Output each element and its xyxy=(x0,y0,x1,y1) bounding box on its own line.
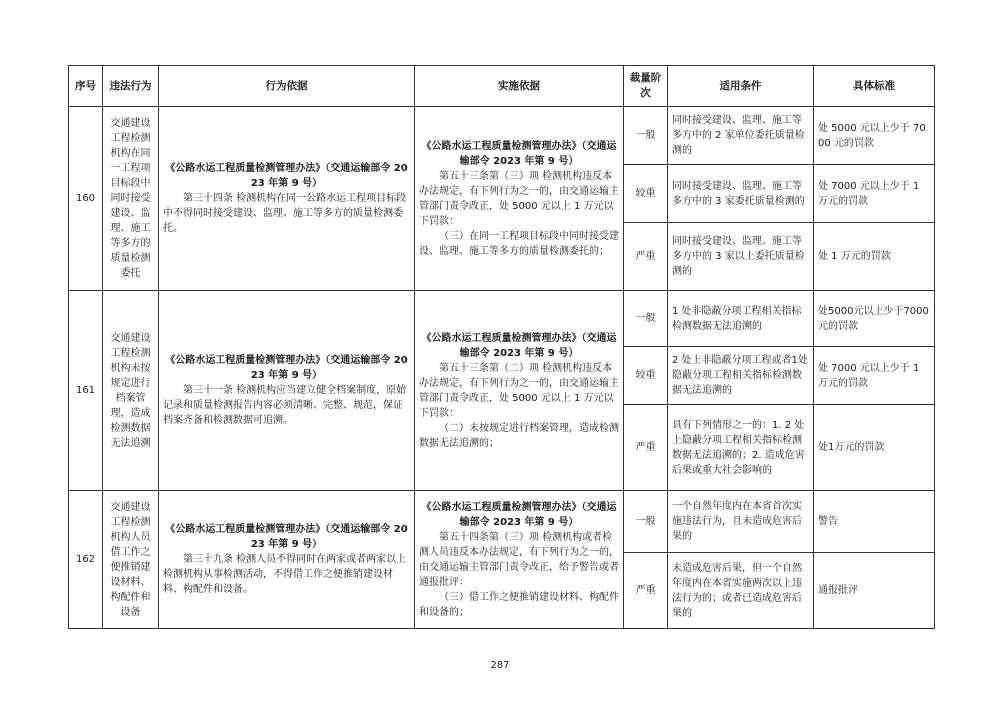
header-act: 违法行为 xyxy=(103,66,159,107)
impl-cell xyxy=(415,291,624,491)
basis-cell xyxy=(159,107,415,291)
penalty-table xyxy=(68,65,935,629)
basis-title: 《公路水运工程质量检测管理办法》（交通运输部令 2023 年第 9 号） xyxy=(165,355,408,381)
level-cell: 一般 xyxy=(624,107,668,165)
basis-body: 第三十四条 检测机构在同一公路水运工程项目标段中不得同时接受建设、监理、施工等多方的质量检测委托。 xyxy=(163,193,407,234)
impl-body: 第五十三条第（二）项 检测机构违反本办法规定，有下列行为之一的，由交通运输主管部门责令改正，处 5000 元以上 1 万元以下罚款： xyxy=(419,362,619,419)
basis-body: 第三十一条 检测机构应当建立健全档案制度，原始记录和质量检测报告内容必须清晰、完整、规范，保证档案齐备和检测数据可追溯。 xyxy=(163,385,407,426)
header-row xyxy=(69,66,935,107)
table-row xyxy=(69,491,935,553)
impl-title: 《公路水运工程质量检测管理办法》（交通运输部令 2023 年第 9 号） xyxy=(421,501,617,528)
impl-title: 《公路水运工程质量检测管理办法》（交通运输部令 2023 年第 9 号） xyxy=(421,332,617,359)
standard-cell: 警告 xyxy=(814,491,935,553)
basis-title: 《公路水运工程质量检测管理办法》（交通运输部令 2023 年第 9 号） xyxy=(165,524,408,550)
violation-cell: 交通建设工程检测机构人员借工作之便推销建设材料、构配件和设备 xyxy=(103,491,159,629)
header-level: 裁量阶次 xyxy=(624,66,668,107)
level-cell: 严重 xyxy=(624,405,668,491)
basis-body: 第三十九条 检测人员不得同时在两家或者两家以上检测机构从事检测活动，不得借工作之便推销建设材料、构配件和设备。 xyxy=(163,554,407,595)
impl-body: 第五十四条第（三）项 检测机构或者检测人员违反本办法规定，有下列行为之一的，由交通运输主管部门责令改正，给予警告或者通报批评： xyxy=(419,531,619,588)
header-impl: 实施依据 xyxy=(415,66,624,107)
row-number: 160 xyxy=(69,107,103,291)
impl-cell xyxy=(415,491,624,629)
table-row xyxy=(69,107,935,165)
standard-cell: 处 7000 元以上少于 1 万元的罚款 xyxy=(814,165,935,223)
condition-cell: 同时接受建设、监理、施工等多方中的 3 家以上委托质量检测的 xyxy=(668,223,814,291)
basis-cell xyxy=(159,491,415,629)
level-cell: 一般 xyxy=(624,491,668,553)
standard-cell: 通报批评 xyxy=(814,553,935,629)
header-std: 具体标准 xyxy=(814,66,935,107)
condition-cell: 2 处上非隐蔽分项工程或者1处隐蔽分项工程相关指标检测数据无法追溯的 xyxy=(668,347,814,405)
impl-title: 《公路水运工程质量检测管理办法》（交通运输部令 2023 年第 9 号） xyxy=(421,140,617,167)
condition-cell: 1 处非隐蔽分项工程相关指标检测数据无法追溯的 xyxy=(668,291,814,347)
header-no: 序号 xyxy=(69,66,103,107)
level-cell: 严重 xyxy=(624,553,668,629)
basis-cell xyxy=(159,291,415,491)
level-cell: 较重 xyxy=(624,347,668,405)
condition-cell: 同时接受建设、监理、施工等多方中的 2 家单位委托质量检测的 xyxy=(668,107,814,165)
violation-cell: 交通建设工程检测机构在同一工程项目标段中同时接受建设、监理、施工等多方的质量检测委托 xyxy=(103,107,159,291)
condition-cell: 一个自然年度内在本省首次实施违法行为，且未造成危害后果的 xyxy=(668,491,814,553)
condition-cell: 同时接受建设、监理、施工等多方中的 3 家委托质量检测的 xyxy=(668,165,814,223)
standard-cell: 处 5000 元以上少于 7000 元的罚款 xyxy=(814,107,935,165)
row-number: 161 xyxy=(69,291,103,491)
condition-cell: 具有下列情形之一的：1. 2 处上隐蔽分项工程相关指标检测数据无法追溯的；2. 造成危害后果或重大社会影响的 xyxy=(668,405,814,491)
basis-title: 《公路水运工程质量检测管理办法》（交通运输部令 2023 年第 9 号） xyxy=(165,163,408,189)
header-cond: 适用条件 xyxy=(668,66,814,107)
standard-cell: 处5000元以上少于7000元的罚款 xyxy=(814,291,935,347)
page-number: 287 xyxy=(490,660,510,671)
impl-item: （三）在同一工程项目标段中同时接受建设、监理、施工等多方的质量检测委托的； xyxy=(419,230,619,257)
violation-cell: 交通建设工程检测机构未按规定进行档案管理，造成检测数据无法追溯 xyxy=(103,291,159,491)
condition-cell: 未造成危害后果，但一个自然年度内在本省实施两次以上违法行为的；或者已造成危害后果的 xyxy=(668,553,814,629)
level-cell: 一般 xyxy=(624,291,668,347)
standard-cell: 处 1 万元的罚款 xyxy=(814,223,935,291)
level-cell: 较重 xyxy=(624,165,668,223)
table-row xyxy=(69,291,935,347)
impl-body: 第五十三条第（三）项 检测机构违反本办法规定，有下列行为之一的，由交通运输主管部门责令改正，处 5000 元以上 1 万元以下罚款： xyxy=(419,170,619,227)
standard-cell: 处1万元的罚款 xyxy=(814,405,935,491)
impl-cell xyxy=(415,107,624,291)
header-basis: 行为依据 xyxy=(159,66,415,107)
standard-cell: 处 7000 元以上少于 1 万元的罚款 xyxy=(814,347,935,405)
impl-item: （二）未按规定进行档案管理，造成检测数据无法追溯的； xyxy=(419,422,619,449)
impl-item: （三）借工作之便推销建设材料、构配件和设备的； xyxy=(419,591,619,618)
row-number: 162 xyxy=(69,491,103,629)
level-cell: 严重 xyxy=(624,223,668,291)
